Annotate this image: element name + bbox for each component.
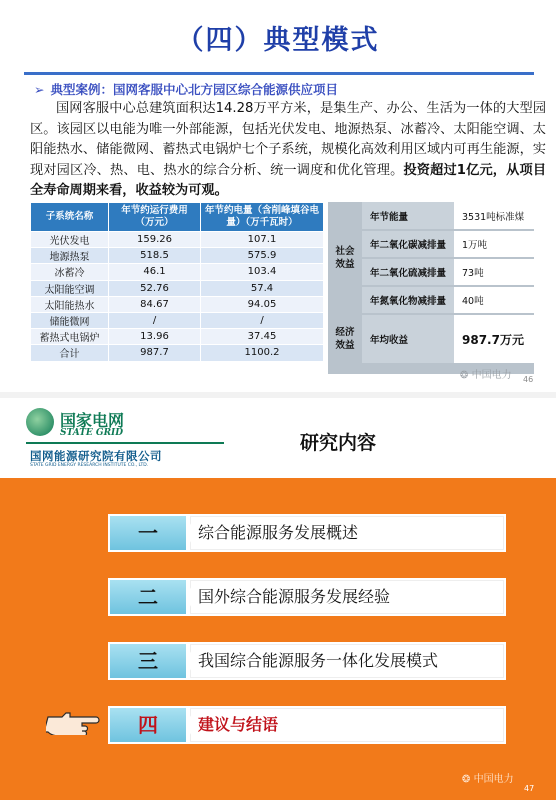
arrow-icon [186, 709, 196, 741]
table-cell: 年二氧化碳减排量 [362, 230, 454, 258]
slide-research-content [0, 398, 556, 800]
table-row [31, 264, 324, 280]
table-cell: 光伏发电 [31, 232, 109, 248]
table-cell: 107.1 [201, 232, 324, 248]
table-row [328, 202, 534, 230]
table-header-cell: 年节约电量（含削峰填谷电量）（万千瓦时） [201, 203, 324, 232]
table-cell: 518.5 [109, 248, 201, 264]
wechat-icon: ❂ [462, 774, 471, 785]
item-number: 三 [138, 649, 158, 673]
table-cell: 年均收益 [362, 314, 454, 364]
item-number: 四 [138, 713, 158, 737]
item-number-tab [108, 578, 188, 616]
watermark-text: 中国电力 [473, 774, 514, 785]
state-grid-logo [26, 406, 226, 470]
item-label: 综合能源服务发展概述 [198, 523, 359, 542]
table-cell: 73吨 [454, 258, 534, 286]
table-cell: 52.76 [109, 280, 201, 296]
contents-item-2 [108, 578, 506, 616]
social-benefit-label: 社会效益 [328, 202, 362, 314]
table-cell: 159.26 [109, 232, 201, 248]
table-cell: 57.4 [201, 280, 324, 296]
table-cell: 575.9 [201, 248, 324, 264]
table-cell: 蓄热式电锅炉 [31, 329, 109, 345]
table-cell: 987.7万元 [454, 314, 534, 364]
table-row [31, 248, 324, 264]
table-header-cell: 年节约运行费用（万元） [109, 203, 201, 232]
contents-panel [0, 478, 556, 800]
wechat-icon: ❂ [460, 370, 469, 381]
table-cell: 103.4 [201, 264, 324, 280]
table-cell: 987.7 [109, 345, 201, 361]
item-number-tab [108, 642, 188, 680]
table-row [31, 329, 324, 345]
triangle-bullet-icon: ➢ [34, 82, 45, 97]
slide-title: 研究内容 [300, 432, 377, 454]
table-cell: 冰蓄冷 [31, 264, 109, 280]
table-cell: 1万吨 [454, 230, 534, 258]
benefits-table [328, 202, 534, 365]
table-cell: 年二氧化硫减排量 [362, 258, 454, 286]
case-body-bold: 投资超过1亿元，从项目全寿命周期来看，收益较为可观。 [30, 162, 547, 198]
slide-title: （四）典型模式 [176, 25, 380, 56]
table-cell: 1100.2 [201, 345, 324, 361]
table-cell: / [201, 312, 324, 328]
case-heading [34, 80, 338, 98]
contents-item-4 [108, 706, 506, 744]
case-body-text: 国网客服中心总建筑面积达14.28万平方米，是集生产、办公、生活为一体的大型园区。该园区以电能为唯一外部能源，包括光伏发电、地源热泵、冰蓄冷、太阳能空调、太阳能热水、储能微网、蓄热式电锅炉七个子系统，规模化高效利用区域内可再生能源，实现对园区冷、热、电、热水的综合分析、统一调度和优化管理。 [30, 101, 546, 178]
logo-org-name-en: STATE GRID ENERGY RESEARCH INSTITUTE CO., LTD. [30, 463, 149, 468]
item-number: 一 [138, 521, 158, 545]
page-number: 47 [524, 784, 535, 793]
table-cell: 13.96 [109, 329, 201, 345]
case-heading-text: 典型案例：国网客服中心北方园区综合能源供应项目 [50, 82, 338, 97]
case-description [30, 99, 546, 202]
title-divider [24, 72, 534, 75]
table-row [328, 314, 534, 364]
slide-typical-mode [0, 0, 556, 392]
item-label: 建议与结语 [198, 715, 279, 734]
item-number-tab [108, 706, 188, 744]
table-header-cell: 子系统名称 [31, 203, 109, 232]
table-cell: 94.05 [201, 296, 324, 312]
table-cell: 46.1 [109, 264, 201, 280]
contents-item-3 [108, 642, 506, 680]
item-label-box [188, 578, 506, 616]
table-cell: 太阳能热水 [31, 296, 109, 312]
item-label: 我国综合能源服务一体化发展模式 [198, 651, 439, 670]
table-row [31, 232, 324, 248]
page-number: 46 [523, 375, 534, 384]
table-cell: 地源热泵 [31, 248, 109, 264]
item-label: 国外综合能源服务发展经验 [198, 587, 391, 606]
logo-divider [26, 442, 224, 444]
item-label-box [188, 706, 506, 744]
logo-org-name: 国网能源研究院有限公司 [30, 449, 162, 463]
table-row [31, 296, 324, 312]
table-cell: 84.67 [109, 296, 201, 312]
arrow-icon [186, 517, 196, 549]
table-cell: 年氮氧化物减排量 [362, 286, 454, 314]
subsystem-savings-table [30, 202, 324, 362]
table-row-total [31, 345, 324, 361]
item-number: 二 [138, 585, 158, 609]
table-cell: 3531吨标准煤 [454, 202, 534, 230]
table-cell: 合计 [31, 345, 109, 361]
table-row [31, 312, 324, 328]
watermark [462, 770, 514, 785]
table-cell: 40吨 [454, 286, 534, 314]
table-cell: / [109, 312, 201, 328]
logo-cn: 国家电网 [60, 411, 125, 430]
watermark [460, 366, 512, 381]
state-grid-globe-icon [26, 408, 54, 436]
table-cell: 太阳能空调 [31, 280, 109, 296]
item-label-box [188, 514, 506, 552]
table-cell: 储能微网 [31, 312, 109, 328]
contents-item-1 [108, 514, 506, 552]
pointing-hand-icon [46, 709, 102, 735]
item-label-box [188, 642, 506, 680]
table-cell: 年节能量 [362, 202, 454, 230]
logo-en: STATE GRID [60, 428, 124, 438]
table-cell: 37.45 [201, 329, 324, 345]
arrow-icon [186, 581, 196, 613]
arrow-icon [186, 645, 196, 677]
economic-benefit-label: 经济效益 [328, 314, 362, 364]
table-header-row [31, 203, 324, 232]
table-row [31, 280, 324, 296]
watermark-text: 中国电力 [471, 370, 512, 381]
item-number-tab [108, 514, 188, 552]
